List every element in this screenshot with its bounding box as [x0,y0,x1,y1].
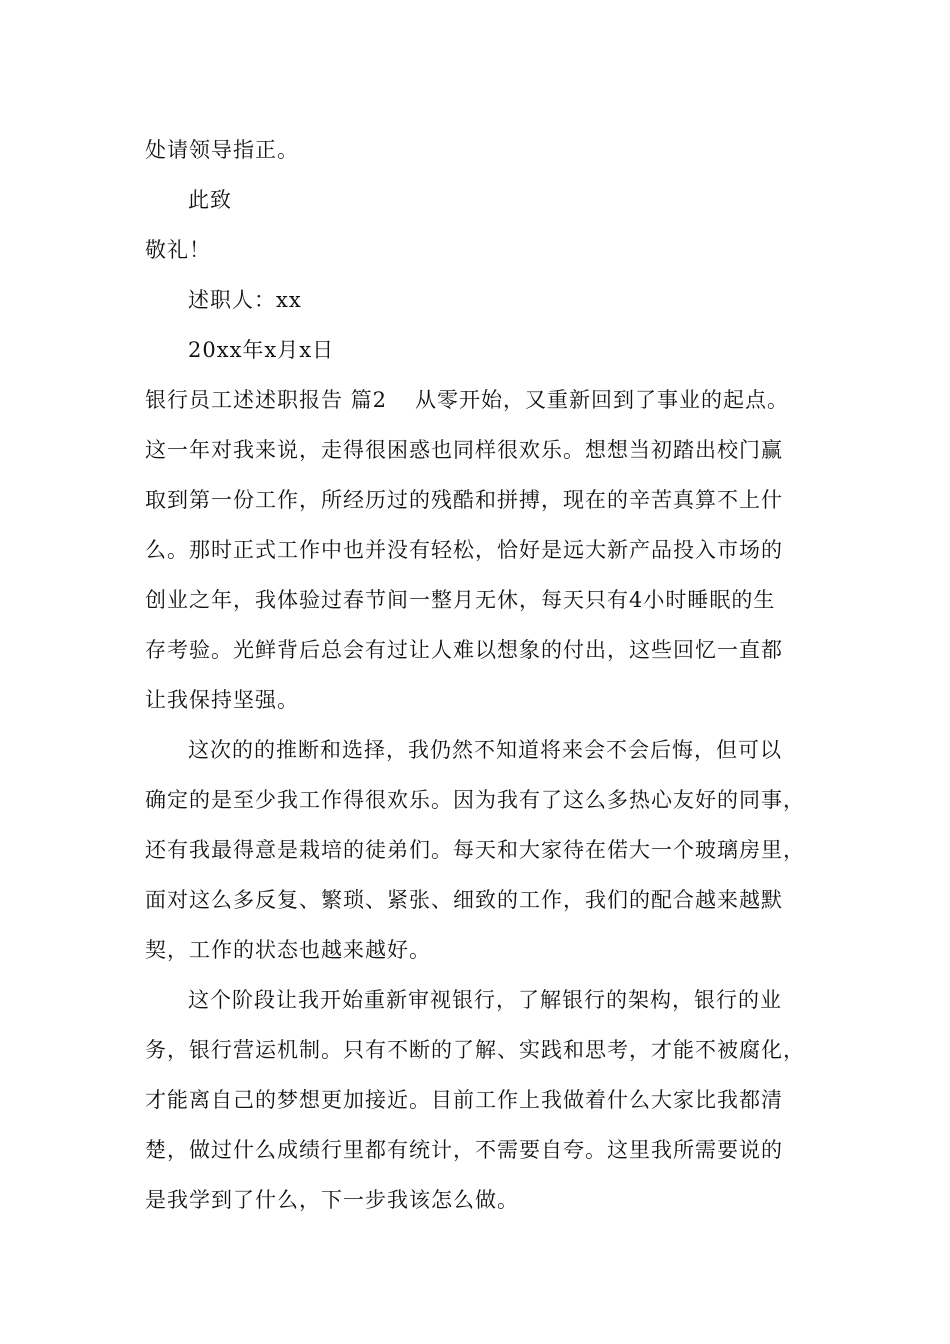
paragraph-line: 是我学到了什么，下一步我该怎么做。 [145,1188,519,1212]
paragraph-line: 才能离自己的梦想更加接近。目前工作上我做着什么大家比我都清 [145,1088,783,1112]
paragraph-line: 务，银行营运机制。只有不断的了解、实践和思考，才能不被腐化， [145,1038,805,1062]
paragraph-line: 取到第一份工作，所经历过的残酷和拼搏，现在的辛苦真算不上什 [145,488,783,512]
paragraph-line: 这个阶段让我开始重新审视银行，了解银行的架构，银行的业 [188,988,782,1012]
paragraph-line: 楚，做过什么成绩行里都有统计，不需要自夸。这里我所需要说的 [145,1138,783,1162]
paragraph-line: 创业之年，我体验过春节间一整月无休，每天只有4小时睡眠的生 [145,588,776,612]
section-title: 银行员工述述职报告 篇2 [145,388,388,412]
section-heading-row [145,386,789,414]
paragraph-line: 么。那时正式工作中也并没有轻松，恰好是远大新产品投入市场的 [145,538,783,562]
salutation-line-2: 敬礼！ [145,238,211,262]
paragraph-line: 这一年对我来说，走得很困惑也同样很欢乐。想想当初踏出校门赢 [145,438,783,462]
paragraph-line: 确定的是至少我工作得很欢乐。因为我有了这么多热心友好的同事， [145,788,805,812]
salutation-line-1: 此致 [188,188,232,212]
signer-line: 述职人：xx [188,288,302,312]
paragraph-line: 存考验。光鲜背后总会有过让人难以想象的付出，这些回忆一直都 [145,638,783,662]
paragraph-line: 让我保持坚强。 [145,688,299,712]
paragraph-line: 这次的的推断和选择，我仍然不知道将来会不会后悔，但可以 [188,738,782,762]
paragraph-line: 从零开始，又重新回到了事业的起点。 [415,388,790,412]
paragraph-line: 面对这么多反复、繁琐、紧张、细致的工作，我们的配合越来越默 [145,888,783,912]
date-line: 20xx年x月x日 [188,338,335,362]
paragraph-line: 契，工作的状态也越来越好。 [145,938,431,962]
paragraph-line: 还有我最得意是栽培的徒弟们。每天和大家待在偌大一个玻璃房里， [145,838,805,862]
closing-line: 处请领导指正。 [145,138,299,162]
